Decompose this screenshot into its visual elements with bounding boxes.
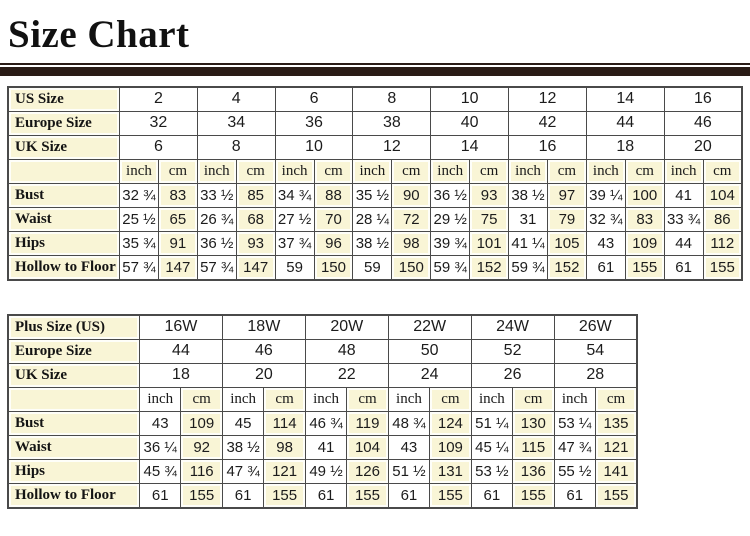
size-value: 8: [353, 87, 431, 112]
measure-value: 101: [470, 231, 509, 255]
unit-row: [8, 159, 742, 183]
size-value: 16: [664, 87, 742, 112]
measure-value: 85: [236, 183, 275, 207]
size-row: [8, 315, 637, 340]
measure-value: 90: [392, 183, 431, 207]
measure-value: 155: [264, 483, 305, 508]
measure-value: 152: [470, 255, 509, 280]
measure-value: 83: [158, 183, 197, 207]
measure-value: 155: [595, 483, 637, 508]
measure-value: 53 ¼: [554, 411, 595, 435]
size-value: 38: [353, 111, 431, 135]
unit-cell: cm: [595, 387, 637, 411]
measure-value: 29 ½: [431, 207, 470, 231]
measure-value: 33 ¾: [664, 207, 703, 231]
unit-cell: cm: [625, 159, 664, 183]
row-label: Plus Size (US): [8, 315, 140, 340]
row-label: UK Size: [8, 363, 140, 387]
size-value: 42: [509, 111, 587, 135]
measure-value: 27 ½: [275, 207, 314, 231]
measure-value: 36 ½: [197, 231, 236, 255]
measure-value: 150: [392, 255, 431, 280]
measure-value: 135: [595, 411, 637, 435]
measure-value: 51 ¼: [471, 411, 512, 435]
measure-value: 96: [314, 231, 353, 255]
measure-value: 92: [181, 435, 222, 459]
measure-value: 35 ½: [353, 183, 392, 207]
measure-row: [8, 435, 637, 459]
size-value: 12: [509, 87, 587, 112]
measure-value: 32 ¾: [586, 207, 625, 231]
measure-value: 46 ¾: [305, 411, 346, 435]
measure-value: 155: [513, 483, 554, 508]
measure-value: 45: [222, 411, 263, 435]
unit-cell: inch: [222, 387, 263, 411]
size-value: 46: [222, 339, 305, 363]
unit-cell: inch: [664, 159, 703, 183]
measure-value: 45 ¼: [471, 435, 512, 459]
measure-value: 112: [703, 231, 742, 255]
size-value: 2: [120, 87, 198, 112]
size-value: 4: [197, 87, 275, 112]
measure-value: 26 ¾: [197, 207, 236, 231]
size-value: 44: [140, 339, 223, 363]
measure-value: 41: [305, 435, 346, 459]
page-title: Size Chart: [8, 13, 190, 56]
measure-value: 25 ½: [120, 207, 159, 231]
row-label: Hips: [8, 231, 120, 255]
measure-value: 119: [347, 411, 388, 435]
plus-size-table: [7, 314, 638, 509]
measure-row: [8, 207, 742, 231]
row-label: Bust: [8, 411, 140, 435]
size-row: [8, 135, 742, 159]
measure-value: 43: [586, 231, 625, 255]
unit-cell: inch: [471, 387, 512, 411]
size-row: [8, 87, 742, 112]
unit-row: [8, 387, 637, 411]
unit-cell: inch: [275, 159, 314, 183]
measure-row: [8, 231, 742, 255]
measure-value: 57 ¾: [197, 255, 236, 280]
measure-value: 109: [625, 231, 664, 255]
measure-value: 155: [430, 483, 471, 508]
measure-value: 61: [471, 483, 512, 508]
measure-value: 126: [347, 459, 388, 483]
measure-value: 44: [664, 231, 703, 255]
size-value: 20: [222, 363, 305, 387]
measure-value: 130: [513, 411, 554, 435]
row-label-empty: [8, 159, 120, 183]
size-row: [8, 111, 742, 135]
measure-value: 43: [388, 435, 429, 459]
unit-cell: cm: [430, 387, 471, 411]
size-value: 44: [586, 111, 664, 135]
measure-value: 155: [347, 483, 388, 508]
size-value: 20: [664, 135, 742, 159]
measure-value: 61: [586, 255, 625, 280]
size-value: 16W: [140, 315, 223, 340]
measure-value: 47 ¾: [554, 435, 595, 459]
measure-value: 75: [470, 207, 509, 231]
measure-value: 68: [236, 207, 275, 231]
measure-value: 51 ½: [388, 459, 429, 483]
measure-value: 155: [181, 483, 222, 508]
size-value: 18W: [222, 315, 305, 340]
row-label: Bust: [8, 183, 120, 207]
measure-row: [8, 255, 742, 280]
measure-value: 49 ½: [305, 459, 346, 483]
measure-value: 152: [547, 255, 586, 280]
measure-value: 61: [554, 483, 595, 508]
measure-value: 88: [314, 183, 353, 207]
size-value: 26W: [554, 315, 637, 340]
row-label: Waist: [8, 435, 140, 459]
size-value: 8: [197, 135, 275, 159]
row-label: US Size: [8, 87, 120, 112]
size-value: 54: [554, 339, 637, 363]
size-value: 18: [586, 135, 664, 159]
row-label: Hollow to Floor: [8, 255, 120, 280]
measure-value: 37 ¾: [275, 231, 314, 255]
measure-value: 57 ¾: [120, 255, 159, 280]
measure-row: [8, 411, 637, 435]
measure-value: 91: [158, 231, 197, 255]
measure-value: 115: [513, 435, 554, 459]
unit-cell: inch: [586, 159, 625, 183]
measure-value: 47 ¾: [222, 459, 263, 483]
measure-value: 59 ¾: [509, 255, 548, 280]
measure-value: 97: [547, 183, 586, 207]
measure-value: 83: [625, 207, 664, 231]
size-value: 46: [664, 111, 742, 135]
measure-value: 109: [181, 411, 222, 435]
measure-value: 48 ¾: [388, 411, 429, 435]
size-value: 22W: [388, 315, 471, 340]
measure-value: 41: [664, 183, 703, 207]
size-value: 32: [120, 111, 198, 135]
measure-value: 61: [388, 483, 429, 508]
measure-value: 31: [509, 207, 548, 231]
measure-value: 136: [513, 459, 554, 483]
unit-cell: cm: [470, 159, 509, 183]
measure-value: 131: [430, 459, 471, 483]
measure-value: 72: [392, 207, 431, 231]
size-value: 24: [388, 363, 471, 387]
size-value: 10: [275, 135, 353, 159]
measure-row: [8, 183, 742, 207]
title-divider-thick: [0, 67, 750, 76]
measure-value: 61: [664, 255, 703, 280]
measure-value: 98: [392, 231, 431, 255]
measure-value: 59 ¾: [431, 255, 470, 280]
unit-cell: inch: [140, 387, 181, 411]
unit-cell: inch: [388, 387, 429, 411]
standard-size-table: [7, 86, 743, 281]
measure-value: 32 ¾: [120, 183, 159, 207]
measure-value: 98: [264, 435, 305, 459]
measure-value: 39 ¼: [586, 183, 625, 207]
unit-cell: cm: [181, 387, 222, 411]
size-value: 52: [471, 339, 554, 363]
unit-cell: inch: [120, 159, 159, 183]
unit-cell: cm: [547, 159, 586, 183]
row-label: Europe Size: [8, 111, 120, 135]
row-label: Waist: [8, 207, 120, 231]
unit-cell: cm: [264, 387, 305, 411]
measure-value: 93: [236, 231, 275, 255]
title-divider-thin: [0, 63, 750, 65]
measure-value: 121: [264, 459, 305, 483]
measure-value: 45 ¾: [140, 459, 181, 483]
measure-value: 121: [595, 435, 637, 459]
size-value: 16: [509, 135, 587, 159]
size-value: 36: [275, 111, 353, 135]
row-label: Europe Size: [8, 339, 140, 363]
measure-value: 105: [547, 231, 586, 255]
unit-cell: inch: [353, 159, 392, 183]
size-value: 22: [305, 363, 388, 387]
unit-cell: cm: [703, 159, 742, 183]
row-label-empty: [8, 387, 140, 411]
measure-value: 116: [181, 459, 222, 483]
measure-value: 28 ¼: [353, 207, 392, 231]
measure-value: 35 ¾: [120, 231, 159, 255]
measure-value: 38 ½: [222, 435, 263, 459]
measure-value: 141: [595, 459, 637, 483]
unit-cell: inch: [509, 159, 548, 183]
size-value: 20W: [305, 315, 388, 340]
measure-value: 86: [703, 207, 742, 231]
size-value: 24W: [471, 315, 554, 340]
measure-value: 150: [314, 255, 353, 280]
row-label: Hips: [8, 459, 140, 483]
unit-cell: inch: [305, 387, 346, 411]
measure-value: 93: [470, 183, 509, 207]
size-row: [8, 339, 637, 363]
unit-cell: cm: [158, 159, 197, 183]
measure-value: 41 ¼: [509, 231, 548, 255]
unit-cell: inch: [197, 159, 236, 183]
size-value: 50: [388, 339, 471, 363]
measure-value: 36 ½: [431, 183, 470, 207]
size-value: 14: [431, 135, 509, 159]
measure-value: 61: [305, 483, 346, 508]
unit-cell: cm: [513, 387, 554, 411]
unit-cell: cm: [314, 159, 353, 183]
measure-value: 43: [140, 411, 181, 435]
measure-value: 38 ½: [353, 231, 392, 255]
size-value: 26: [471, 363, 554, 387]
measure-value: 38 ½: [509, 183, 548, 207]
size-value: 6: [275, 87, 353, 112]
measure-value: 124: [430, 411, 471, 435]
size-value: 28: [554, 363, 637, 387]
row-label: UK Size: [8, 135, 120, 159]
measure-value: 61: [140, 483, 181, 508]
measure-value: 100: [625, 183, 664, 207]
size-value: 10: [431, 87, 509, 112]
measure-value: 59: [353, 255, 392, 280]
size-value: 14: [586, 87, 664, 112]
measure-row: [8, 483, 637, 508]
size-row: [8, 363, 637, 387]
row-label: Hollow to Floor: [8, 483, 140, 508]
measure-value: 65: [158, 207, 197, 231]
measure-value: 61: [222, 483, 263, 508]
unit-cell: inch: [431, 159, 470, 183]
measure-value: 70: [314, 207, 353, 231]
measure-value: 79: [547, 207, 586, 231]
measure-value: 55 ½: [554, 459, 595, 483]
size-value: 34: [197, 111, 275, 135]
size-value: 40: [431, 111, 509, 135]
size-value: 6: [120, 135, 198, 159]
unit-cell: cm: [392, 159, 431, 183]
unit-cell: inch: [554, 387, 595, 411]
measure-value: 36 ¼: [140, 435, 181, 459]
measure-value: 147: [158, 255, 197, 280]
measure-value: 104: [703, 183, 742, 207]
measure-value: 114: [264, 411, 305, 435]
measure-value: 155: [703, 255, 742, 280]
measure-value: 147: [236, 255, 275, 280]
measure-value: 39 ¾: [431, 231, 470, 255]
size-value: 18: [140, 363, 223, 387]
measure-row: [8, 459, 637, 483]
measure-value: 104: [347, 435, 388, 459]
size-value: 12: [353, 135, 431, 159]
size-value: 48: [305, 339, 388, 363]
measure-value: 33 ½: [197, 183, 236, 207]
unit-cell: cm: [236, 159, 275, 183]
measure-value: 53 ½: [471, 459, 512, 483]
measure-value: 155: [625, 255, 664, 280]
unit-cell: cm: [347, 387, 388, 411]
measure-value: 34 ¾: [275, 183, 314, 207]
measure-value: 109: [430, 435, 471, 459]
measure-value: 59: [275, 255, 314, 280]
